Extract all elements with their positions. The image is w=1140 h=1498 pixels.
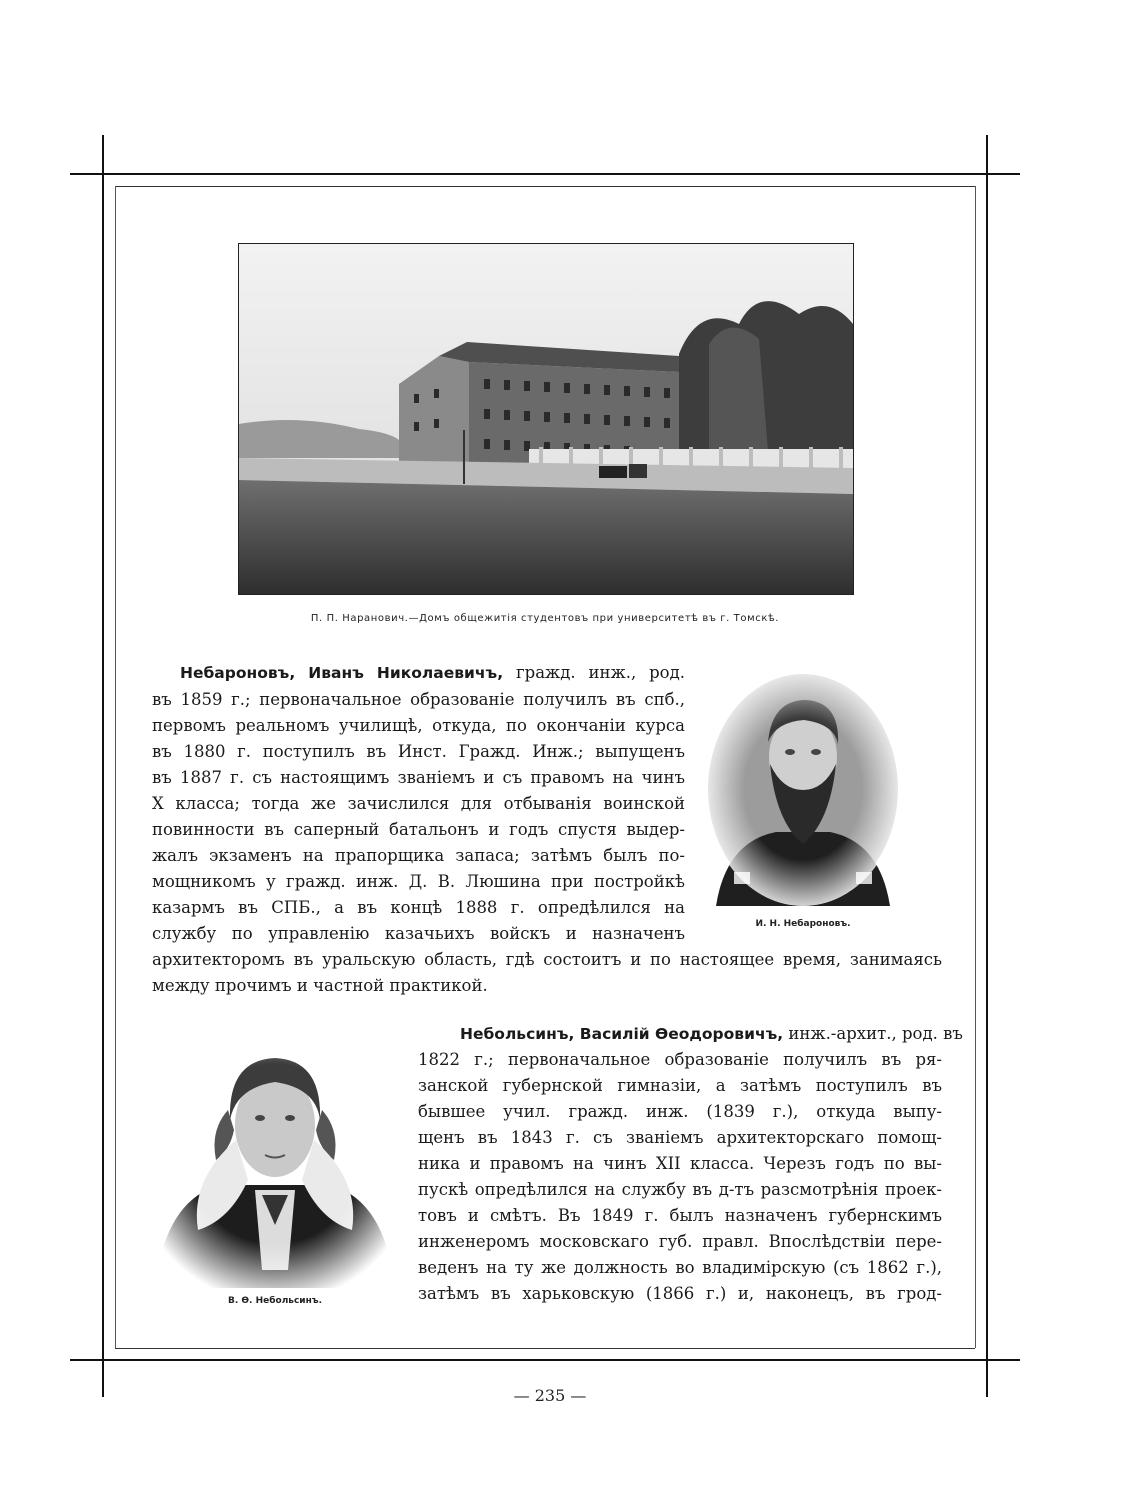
- frame-bottom-rule: [70, 1359, 1020, 1361]
- entry-1-line: въ 1880 г. поступилъ въ Инст. Гражд. Инж.; выпущенъ: [152, 742, 685, 761]
- entry-2-line: пускѣ опредѣлился на службу въ д-тъ разсмотрѣнія проек-: [418, 1180, 942, 1199]
- entry-1-line: казармъ въ СПБ., а въ концѣ 1888 г. опредѣлился на: [152, 898, 685, 917]
- entry-1-line: X класса; тогда же зачислился для отбыванія воинской: [152, 794, 685, 813]
- portrait-nebolsin: [150, 1030, 400, 1288]
- entry-1-name: Небароновъ, Иванъ Николаевичъ,: [180, 664, 504, 682]
- entry-1-line: жалъ экзаменъ на прапорщика запаса; затѣмъ былъ по-: [152, 846, 685, 865]
- building-caption: П. П. Наранович.—Домъ общежитія студентовъ при университетѣ въ г. Томскѣ.: [310, 613, 780, 624]
- page-number: — 235 —: [513, 1386, 587, 1405]
- entry-1-line-1: [180, 662, 685, 684]
- portrait-2-caption: В. Ѳ. Небольсинъ.: [227, 1296, 323, 1306]
- frame-top-rule: [70, 173, 1020, 175]
- entry-2-line: 1822 г.; первоначальное образованіе получилъ въ ря-: [418, 1050, 942, 1069]
- entry-1-line: въ 1859 г.; первоначальное образованіе получилъ въ спб.,: [152, 690, 685, 709]
- frame-right-rule: [986, 135, 988, 1397]
- building-photo: [238, 243, 854, 595]
- inner-bottom-rule: [115, 1348, 975, 1349]
- entry-1-line: первомъ реальномъ училищѣ, откуда, по окончаніи курса: [152, 716, 685, 735]
- entry-1-line-last: между прочимъ и частной практикой.: [152, 976, 488, 995]
- frame-left-rule: [102, 135, 104, 1397]
- entry-2-line: товъ и смѣтъ. Въ 1849 г. былъ назначенъ губернскимъ: [418, 1206, 942, 1225]
- entry-2-line: затѣмъ въ харьковскую (1866 г.) и, наконецъ, въ грод-: [418, 1284, 942, 1303]
- entry-1-line: повинности въ саперный батальонъ и годъ спустя выдер-: [152, 820, 685, 839]
- entry-1-line: архитекторомъ въ уральскую область, гдѣ состоитъ и по настоящее время, занимаясь: [152, 950, 942, 969]
- inner-top-rule: [115, 186, 975, 187]
- entry-2-line: ника и правомъ на чинъ XII класса. Черезъ годъ по вы-: [418, 1154, 942, 1173]
- entry-2-line: бывшее учил. гражд. инж. (1839 г.), откуда выпу-: [418, 1102, 942, 1121]
- inner-right-rule: [975, 186, 976, 1348]
- inner-left-rule: [115, 186, 116, 1348]
- entry-2-line: инженеромъ московскаго губ. правл. Впослѣдствіи пере-: [418, 1232, 942, 1251]
- entry-1-line-1-text: гражд. инж., род.: [516, 663, 685, 682]
- entry-2-line-1: [460, 1023, 963, 1045]
- entry-1-line: мощникомъ у гражд. инж. Д. В. Люшина при постройкѣ: [152, 872, 685, 891]
- entry-2-line: веденъ на ту же должность во владимірскую (съ 1862 г.),: [418, 1258, 942, 1277]
- entry-2-name: Небольсинъ, Василій Ѳеодоровичъ,: [460, 1025, 784, 1043]
- entry-2-line: занской губернской гимназіи, а затѣмъ поступилъ въ: [418, 1076, 942, 1095]
- portrait-nebaronov: [706, 672, 900, 906]
- entry-2-line-1-text: инж.-архит., род. въ: [788, 1024, 963, 1043]
- entry-2-line: щенъ въ 1843 г. съ званіемъ архитекторскаго помощ-: [418, 1128, 942, 1147]
- portrait-1-caption: И. Н. Небароновъ.: [755, 919, 851, 929]
- entry-1-line: службу по управленію казачьихъ войскъ и назначенъ: [152, 924, 685, 943]
- entry-1-line: въ 1887 г. съ настоящимъ званіемъ и съ правомъ на чинъ: [152, 768, 685, 787]
